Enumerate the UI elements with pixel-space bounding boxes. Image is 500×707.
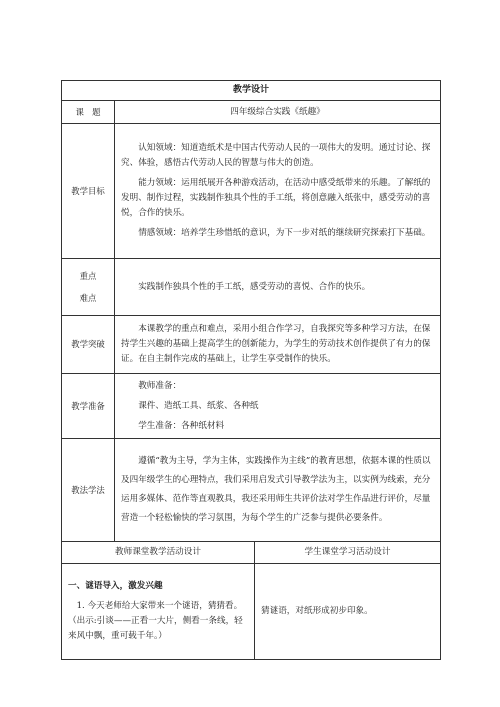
teacher-riddle: （出示:引谈——正看一大片，侧看一条线，轻来风中飘，重可载千年。） xyxy=(68,616,243,641)
goals-content xyxy=(115,124,441,259)
topic-value: 四年级综合实践《纸趣》 xyxy=(115,101,441,124)
method-row xyxy=(62,439,441,542)
key-points-value: 实践制作独具个性的手工纸，感受劳动的喜悦、合作的快乐。 xyxy=(138,281,371,292)
goal-ability: 能力领域：运用纸展开各种游戏活动，在活动中感受纸带来的乐趣。了解纸的发明、制作过程，实践制作独具个性的手工纸，将创意融入纸张中，感受劳动的喜悦，合作的快乐。 xyxy=(121,178,431,218)
goals-row xyxy=(62,124,441,259)
student-step1: 猜谜语，对纸形成初步印象。 xyxy=(261,606,373,616)
student-activities-header: 学生课堂学习活动设计 xyxy=(255,542,441,564)
activities-header-row xyxy=(62,542,441,564)
student-prep: 学生准备：各种纸材料 xyxy=(138,420,225,431)
key-points-label-line1: 重点 xyxy=(79,271,97,281)
breakthrough-label: 教学突破 xyxy=(62,316,115,374)
teacher-step1: 1. 今天老师给大家带来一个谜语，猜猜看。 xyxy=(76,601,243,611)
method-content xyxy=(115,439,441,542)
preparation-row xyxy=(62,374,441,439)
student-activities-cell xyxy=(255,564,441,660)
breakthrough-value: 本课教学的重点和难点，采用小组合作学习，自我探究等多种学习方法，在保持学生兴趣的基础上提高学生的创新能力，为学生的劳动技术创作提供了有力的保证。在自主制作完成的基础上，让学生享受制作的快乐。 xyxy=(121,324,431,364)
key-points-label xyxy=(62,259,115,316)
table-title: 教学设计 xyxy=(62,81,441,101)
teacher-activities-cell xyxy=(62,564,255,660)
teacher-prep-items: 课件、造纸工具、纸浆、各种纸 xyxy=(138,400,259,411)
lesson-plan-table xyxy=(61,80,441,660)
key-points-label-line2: 难点 xyxy=(79,293,97,303)
goal-emotion: 情感领域：培养学生珍惜纸的意识，为下一步对纸的继续研究探索打下基础。 xyxy=(138,228,431,238)
method-value: 遵循“教为主导，学为主体，实践操作为主线”的教育思想，依据本课的性质以及四年级学生的心理特点，我们采用启发式引导教学法为主，以实例为线索，充分运用多媒体、范作等直观教具，我还采用师生共评价法对学生作品进行评价，尽量营造一个轻松愉快的学习氛围，为每个学生的广泛参与提供必要条件。 xyxy=(121,456,431,523)
topic-row xyxy=(62,101,441,124)
key-points-row xyxy=(62,259,441,316)
preparation-content xyxy=(115,374,441,439)
section1-title: 一、谜语导入，激发兴趣 xyxy=(68,581,163,591)
teacher-activities-header: 教师课堂教学活动设计 xyxy=(62,542,255,564)
teacher-prep-title: 教师准备： xyxy=(138,380,182,391)
goal-cognitive: 认知领域：知道造纸术是中国古代劳动人民的一项伟大的发明。通过讨论、探究、体验，感悟古代劳动人民的智慧与伟大的创造。 xyxy=(121,143,431,168)
key-points-content xyxy=(115,259,441,316)
goals-label: 教学目标 xyxy=(62,124,115,259)
title-row xyxy=(62,81,441,101)
topic-label: 课 题 xyxy=(62,101,115,124)
breakthrough-row xyxy=(62,316,441,374)
preparation-label: 教学准备 xyxy=(62,374,115,439)
activities-row xyxy=(62,564,441,660)
breakthrough-content xyxy=(115,316,441,374)
method-label: 教法学法 xyxy=(62,439,115,542)
